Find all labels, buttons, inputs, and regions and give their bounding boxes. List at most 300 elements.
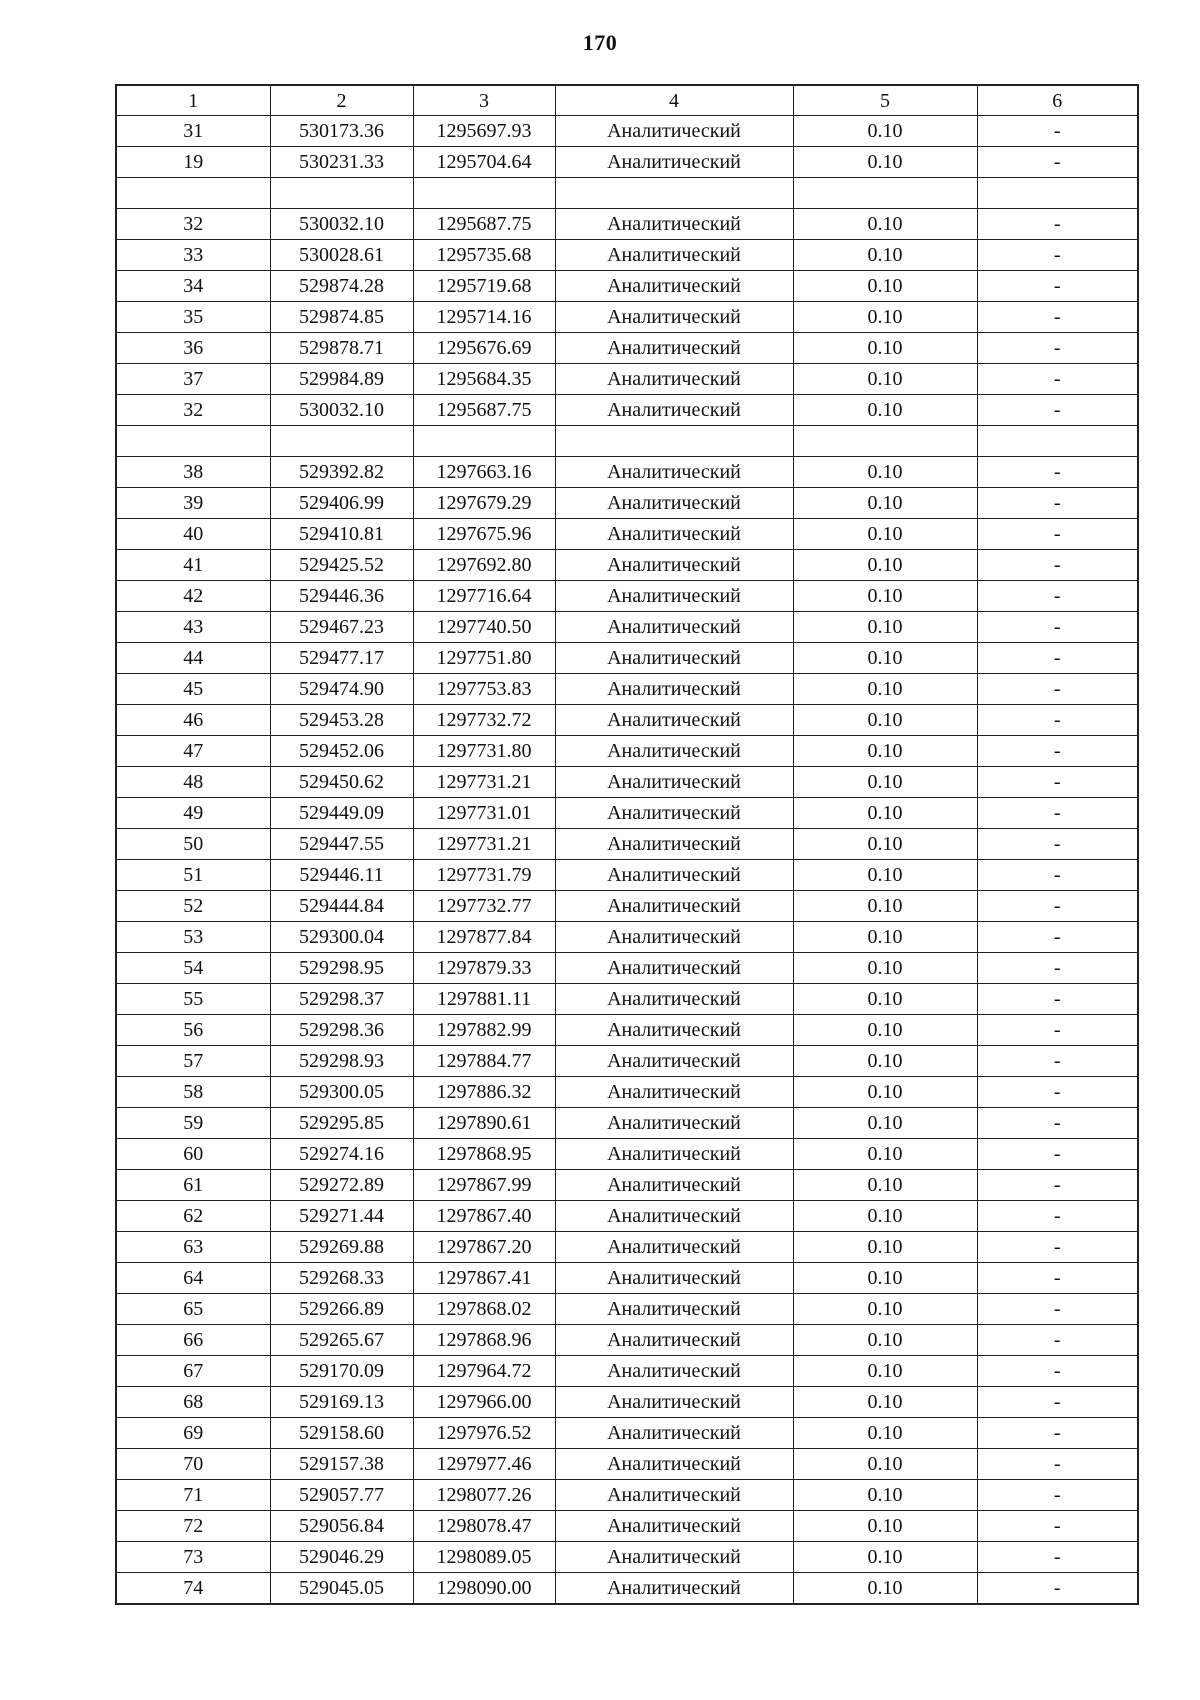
point-number-cell: 19 [116, 147, 270, 178]
method-cell: Аналитический [555, 1170, 793, 1201]
note-cell: - [977, 1015, 1138, 1046]
x-coordinate-cell: 530028.61 [270, 240, 413, 271]
accuracy-cell: 0.10 [793, 953, 977, 984]
accuracy-cell: 0.10 [793, 1201, 977, 1232]
point-number-cell: 57 [116, 1046, 270, 1077]
accuracy-cell [793, 426, 977, 457]
y-coordinate-cell: 1297753.83 [413, 674, 555, 705]
accuracy-cell: 0.10 [793, 1418, 977, 1449]
table-row [116, 1573, 1138, 1605]
x-coordinate-cell: 529874.28 [270, 271, 413, 302]
accuracy-cell: 0.10 [793, 922, 977, 953]
y-coordinate-cell: 1297890.61 [413, 1108, 555, 1139]
table-row [116, 860, 1138, 891]
method-cell: Аналитический [555, 674, 793, 705]
y-coordinate-cell: 1297731.01 [413, 798, 555, 829]
note-cell: - [977, 240, 1138, 271]
column-header: 2 [270, 85, 413, 116]
note-cell: - [977, 1511, 1138, 1542]
point-number-cell [116, 178, 270, 209]
table-row [116, 1139, 1138, 1170]
x-coordinate-cell: 529158.60 [270, 1418, 413, 1449]
accuracy-cell: 0.10 [793, 1387, 977, 1418]
table-row [116, 984, 1138, 1015]
accuracy-cell: 0.10 [793, 736, 977, 767]
y-coordinate-cell: 1295676.69 [413, 333, 555, 364]
point-number-cell: 73 [116, 1542, 270, 1573]
note-cell: - [977, 147, 1138, 178]
x-coordinate-cell: 529271.44 [270, 1201, 413, 1232]
y-coordinate-cell: 1297692.80 [413, 550, 555, 581]
point-number-cell: 33 [116, 240, 270, 271]
note-cell: - [977, 581, 1138, 612]
point-number-cell: 70 [116, 1449, 270, 1480]
table-row [116, 953, 1138, 984]
note-cell: - [977, 1356, 1138, 1387]
x-coordinate-cell: 529045.05 [270, 1573, 413, 1605]
method-cell: Аналитический [555, 1077, 793, 1108]
method-cell: Аналитический [555, 209, 793, 240]
method-cell: Аналитический [555, 302, 793, 333]
table-row [116, 116, 1138, 147]
x-coordinate-cell: 529467.23 [270, 612, 413, 643]
table-row [116, 395, 1138, 426]
x-coordinate-cell: 529298.93 [270, 1046, 413, 1077]
point-number-cell: 31 [116, 116, 270, 147]
x-coordinate-cell [270, 426, 413, 457]
method-cell: Аналитический [555, 953, 793, 984]
table-row [116, 519, 1138, 550]
method-cell: Аналитический [555, 581, 793, 612]
table-row [116, 1201, 1138, 1232]
method-cell: Аналитический [555, 147, 793, 178]
accuracy-cell: 0.10 [793, 488, 977, 519]
x-coordinate-cell: 529450.62 [270, 767, 413, 798]
point-number-cell: 42 [116, 581, 270, 612]
note-cell: - [977, 767, 1138, 798]
x-coordinate-cell: 529298.95 [270, 953, 413, 984]
table-row [116, 1542, 1138, 1573]
note-cell: - [977, 333, 1138, 364]
y-coordinate-cell: 1297867.40 [413, 1201, 555, 1232]
method-cell: Аналитический [555, 984, 793, 1015]
table-row [116, 488, 1138, 519]
accuracy-cell: 0.10 [793, 1139, 977, 1170]
method-cell: Аналитический [555, 240, 793, 271]
x-coordinate-cell: 529878.71 [270, 333, 413, 364]
x-coordinate-cell: 529406.99 [270, 488, 413, 519]
separator-row [116, 426, 1138, 457]
accuracy-cell: 0.10 [793, 333, 977, 364]
table-row [116, 302, 1138, 333]
x-coordinate-cell: 529266.89 [270, 1294, 413, 1325]
x-coordinate-cell: 529410.81 [270, 519, 413, 550]
point-number-cell: 43 [116, 612, 270, 643]
accuracy-cell: 0.10 [793, 1294, 977, 1325]
point-number-cell: 58 [116, 1077, 270, 1108]
y-coordinate-cell: 1297881.11 [413, 984, 555, 1015]
coordinates-table [115, 84, 1139, 1605]
x-coordinate-cell: 529446.36 [270, 581, 413, 612]
point-number-cell: 40 [116, 519, 270, 550]
x-coordinate-cell: 529300.04 [270, 922, 413, 953]
y-coordinate-cell: 1297751.80 [413, 643, 555, 674]
table-row [116, 612, 1138, 643]
method-cell: Аналитический [555, 1356, 793, 1387]
table-row [116, 1046, 1138, 1077]
note-cell: - [977, 116, 1138, 147]
note-cell: - [977, 1387, 1138, 1418]
x-coordinate-cell: 529474.90 [270, 674, 413, 705]
y-coordinate-cell [413, 178, 555, 209]
point-number-cell: 55 [116, 984, 270, 1015]
method-cell: Аналитический [555, 1325, 793, 1356]
method-cell: Аналитический [555, 891, 793, 922]
note-cell: - [977, 1108, 1138, 1139]
y-coordinate-cell: 1297675.96 [413, 519, 555, 550]
table-row [116, 209, 1138, 240]
y-coordinate-cell: 1295687.75 [413, 209, 555, 240]
table-row [116, 891, 1138, 922]
method-cell: Аналитический [555, 457, 793, 488]
method-cell: Аналитический [555, 488, 793, 519]
note-cell: - [977, 271, 1138, 302]
method-cell: Аналитический [555, 1480, 793, 1511]
x-coordinate-cell [270, 178, 413, 209]
point-number-cell: 66 [116, 1325, 270, 1356]
accuracy-cell: 0.10 [793, 457, 977, 488]
method-cell: Аналитический [555, 798, 793, 829]
method-cell: Аналитический [555, 333, 793, 364]
x-coordinate-cell: 530032.10 [270, 395, 413, 426]
method-cell: Аналитический [555, 705, 793, 736]
table-row [116, 581, 1138, 612]
accuracy-cell: 0.10 [793, 302, 977, 333]
note-cell: - [977, 1077, 1138, 1108]
note-cell: - [977, 1170, 1138, 1201]
y-coordinate-cell: 1298089.05 [413, 1542, 555, 1573]
method-cell: Аналитический [555, 116, 793, 147]
table-row [116, 705, 1138, 736]
column-header: 5 [793, 85, 977, 116]
point-number-cell: 32 [116, 395, 270, 426]
y-coordinate-cell: 1295697.93 [413, 116, 555, 147]
point-number-cell: 36 [116, 333, 270, 364]
y-coordinate-cell: 1297731.21 [413, 767, 555, 798]
note-cell: - [977, 395, 1138, 426]
accuracy-cell: 0.10 [793, 1542, 977, 1573]
table-row [116, 767, 1138, 798]
x-coordinate-cell: 529444.84 [270, 891, 413, 922]
accuracy-cell: 0.10 [793, 364, 977, 395]
table-row [116, 798, 1138, 829]
note-cell: - [977, 798, 1138, 829]
method-cell: Аналитический [555, 1294, 793, 1325]
table-row [116, 1170, 1138, 1201]
column-header: 4 [555, 85, 793, 116]
table-row [116, 674, 1138, 705]
method-cell [555, 426, 793, 457]
table-row [116, 364, 1138, 395]
y-coordinate-cell: 1298077.26 [413, 1480, 555, 1511]
accuracy-cell: 0.10 [793, 674, 977, 705]
accuracy-cell [793, 178, 977, 209]
point-number-cell: 59 [116, 1108, 270, 1139]
accuracy-cell: 0.10 [793, 271, 977, 302]
y-coordinate-cell: 1297732.72 [413, 705, 555, 736]
point-number-cell: 34 [116, 271, 270, 302]
y-coordinate-cell: 1295687.75 [413, 395, 555, 426]
point-number-cell: 41 [116, 550, 270, 581]
note-cell: - [977, 1573, 1138, 1605]
column-header: 1 [116, 85, 270, 116]
point-number-cell: 32 [116, 209, 270, 240]
table-row [116, 1449, 1138, 1480]
note-cell: - [977, 984, 1138, 1015]
accuracy-cell: 0.10 [793, 1077, 977, 1108]
accuracy-cell: 0.10 [793, 891, 977, 922]
method-cell: Аналитический [555, 1573, 793, 1605]
note-cell: - [977, 891, 1138, 922]
y-coordinate-cell: 1297731.79 [413, 860, 555, 891]
accuracy-cell: 0.10 [793, 1232, 977, 1263]
method-cell: Аналитический [555, 1201, 793, 1232]
method-cell: Аналитический [555, 1542, 793, 1573]
y-coordinate-cell: 1295684.35 [413, 364, 555, 395]
y-coordinate-cell: 1297740.50 [413, 612, 555, 643]
note-cell: - [977, 364, 1138, 395]
method-cell: Аналитический [555, 1418, 793, 1449]
x-coordinate-cell: 529274.16 [270, 1139, 413, 1170]
point-number-cell: 69 [116, 1418, 270, 1449]
y-coordinate-cell: 1297882.99 [413, 1015, 555, 1046]
x-coordinate-cell: 529874.85 [270, 302, 413, 333]
point-number-cell: 39 [116, 488, 270, 519]
y-coordinate-cell: 1297679.29 [413, 488, 555, 519]
table-row [116, 333, 1138, 364]
x-coordinate-cell: 530173.36 [270, 116, 413, 147]
y-coordinate-cell: 1297867.99 [413, 1170, 555, 1201]
x-coordinate-cell: 529453.28 [270, 705, 413, 736]
table-row [116, 1108, 1138, 1139]
y-coordinate-cell: 1295714.16 [413, 302, 555, 333]
x-coordinate-cell: 529269.88 [270, 1232, 413, 1263]
accuracy-cell: 0.10 [793, 612, 977, 643]
note-cell: - [977, 1294, 1138, 1325]
point-number-cell: 67 [116, 1356, 270, 1387]
point-number-cell: 54 [116, 953, 270, 984]
accuracy-cell: 0.10 [793, 860, 977, 891]
note-cell: - [977, 302, 1138, 333]
method-cell [555, 178, 793, 209]
x-coordinate-cell: 529298.37 [270, 984, 413, 1015]
column-header: 6 [977, 85, 1138, 116]
table-row [116, 457, 1138, 488]
note-cell: - [977, 457, 1138, 488]
table-row [116, 271, 1138, 302]
y-coordinate-cell: 1297976.52 [413, 1418, 555, 1449]
table-body [116, 116, 1138, 1605]
y-coordinate-cell: 1297977.46 [413, 1449, 555, 1480]
y-coordinate-cell: 1297884.77 [413, 1046, 555, 1077]
x-coordinate-cell: 529268.33 [270, 1263, 413, 1294]
note-cell: - [977, 860, 1138, 891]
note-cell: - [977, 643, 1138, 674]
note-cell: - [977, 674, 1138, 705]
note-cell: - [977, 550, 1138, 581]
x-coordinate-cell: 529452.06 [270, 736, 413, 767]
table-row [116, 736, 1138, 767]
y-coordinate-cell: 1298090.00 [413, 1573, 555, 1605]
x-coordinate-cell: 529170.09 [270, 1356, 413, 1387]
y-coordinate-cell: 1297879.33 [413, 953, 555, 984]
table-row [116, 829, 1138, 860]
column-header: 3 [413, 85, 555, 116]
point-number-cell: 56 [116, 1015, 270, 1046]
method-cell: Аналитический [555, 860, 793, 891]
accuracy-cell: 0.10 [793, 1480, 977, 1511]
point-number-cell: 60 [116, 1139, 270, 1170]
x-coordinate-cell: 529446.11 [270, 860, 413, 891]
table-row [116, 147, 1138, 178]
point-number-cell: 52 [116, 891, 270, 922]
method-cell: Аналитический [555, 550, 793, 581]
y-coordinate-cell: 1297868.02 [413, 1294, 555, 1325]
x-coordinate-cell: 529447.55 [270, 829, 413, 860]
accuracy-cell: 0.10 [793, 1108, 977, 1139]
y-coordinate-cell: 1295704.64 [413, 147, 555, 178]
note-cell: - [977, 612, 1138, 643]
table-row [116, 1263, 1138, 1294]
point-number-cell: 49 [116, 798, 270, 829]
note-cell: - [977, 1046, 1138, 1077]
point-number-cell: 63 [116, 1232, 270, 1263]
y-coordinate-cell: 1297868.95 [413, 1139, 555, 1170]
note-cell: - [977, 736, 1138, 767]
point-number-cell: 68 [116, 1387, 270, 1418]
point-number-cell: 65 [116, 1294, 270, 1325]
x-coordinate-cell: 529425.52 [270, 550, 413, 581]
point-number-cell [116, 426, 270, 457]
point-number-cell: 62 [116, 1201, 270, 1232]
table-row [116, 1015, 1138, 1046]
method-cell: Аналитический [555, 922, 793, 953]
point-number-cell: 38 [116, 457, 270, 488]
accuracy-cell: 0.10 [793, 581, 977, 612]
page-number: 170 [582, 30, 618, 55]
table-row [116, 1511, 1138, 1542]
accuracy-cell: 0.10 [793, 147, 977, 178]
point-number-cell: 51 [116, 860, 270, 891]
table-row [116, 550, 1138, 581]
table-row [116, 1418, 1138, 1449]
table-row [116, 1232, 1138, 1263]
y-coordinate-cell: 1297867.20 [413, 1232, 555, 1263]
note-cell: - [977, 1232, 1138, 1263]
accuracy-cell: 0.10 [793, 550, 977, 581]
accuracy-cell: 0.10 [793, 1046, 977, 1077]
point-number-cell: 48 [116, 767, 270, 798]
note-cell: - [977, 1201, 1138, 1232]
accuracy-cell: 0.10 [793, 1170, 977, 1201]
note-cell: - [977, 1418, 1138, 1449]
note-cell: - [977, 1542, 1138, 1573]
separator-row [116, 178, 1138, 209]
method-cell: Аналитический [555, 395, 793, 426]
table-row [116, 1294, 1138, 1325]
x-coordinate-cell: 529265.67 [270, 1325, 413, 1356]
method-cell: Аналитический [555, 643, 793, 674]
y-coordinate-cell: 1297716.64 [413, 581, 555, 612]
x-coordinate-cell: 529392.82 [270, 457, 413, 488]
accuracy-cell: 0.10 [793, 1356, 977, 1387]
accuracy-cell: 0.10 [793, 1511, 977, 1542]
accuracy-cell: 0.10 [793, 1015, 977, 1046]
x-coordinate-cell: 529057.77 [270, 1480, 413, 1511]
method-cell: Аналитический [555, 612, 793, 643]
method-cell: Аналитический [555, 1232, 793, 1263]
point-number-cell: 35 [116, 302, 270, 333]
note-cell: - [977, 488, 1138, 519]
note-cell: - [977, 1449, 1138, 1480]
accuracy-cell: 0.10 [793, 767, 977, 798]
point-number-cell: 61 [116, 1170, 270, 1201]
note-cell: - [977, 922, 1138, 953]
method-cell: Аналитический [555, 1387, 793, 1418]
table-row [116, 1356, 1138, 1387]
point-number-cell: 50 [116, 829, 270, 860]
x-coordinate-cell: 529300.05 [270, 1077, 413, 1108]
y-coordinate-cell: 1297663.16 [413, 457, 555, 488]
accuracy-cell: 0.10 [793, 1325, 977, 1356]
accuracy-cell: 0.10 [793, 240, 977, 271]
note-cell [977, 426, 1138, 457]
accuracy-cell: 0.10 [793, 395, 977, 426]
table-row [116, 1480, 1138, 1511]
accuracy-cell: 0.10 [793, 1573, 977, 1605]
note-cell: - [977, 1139, 1138, 1170]
point-number-cell: 46 [116, 705, 270, 736]
method-cell: Аналитический [555, 767, 793, 798]
note-cell: - [977, 1480, 1138, 1511]
method-cell: Аналитический [555, 271, 793, 302]
accuracy-cell: 0.10 [793, 829, 977, 860]
point-number-cell: 71 [116, 1480, 270, 1511]
note-cell: - [977, 519, 1138, 550]
table-row [116, 1387, 1138, 1418]
x-coordinate-cell: 529046.29 [270, 1542, 413, 1573]
accuracy-cell: 0.10 [793, 209, 977, 240]
point-number-cell: 53 [116, 922, 270, 953]
accuracy-cell: 0.10 [793, 1263, 977, 1294]
table-row [116, 240, 1138, 271]
x-coordinate-cell: 530231.33 [270, 147, 413, 178]
x-coordinate-cell: 529272.89 [270, 1170, 413, 1201]
y-coordinate-cell: 1297886.32 [413, 1077, 555, 1108]
table-row [116, 1077, 1138, 1108]
point-number-cell: 45 [116, 674, 270, 705]
note-cell [977, 178, 1138, 209]
y-coordinate-cell: 1297966.00 [413, 1387, 555, 1418]
note-cell: - [977, 1263, 1138, 1294]
accuracy-cell: 0.10 [793, 984, 977, 1015]
x-coordinate-cell: 529056.84 [270, 1511, 413, 1542]
method-cell: Аналитический [555, 1511, 793, 1542]
y-coordinate-cell: 1298078.47 [413, 1511, 555, 1542]
y-coordinate-cell: 1297964.72 [413, 1356, 555, 1387]
y-coordinate-cell [413, 426, 555, 457]
method-cell: Аналитический [555, 1015, 793, 1046]
